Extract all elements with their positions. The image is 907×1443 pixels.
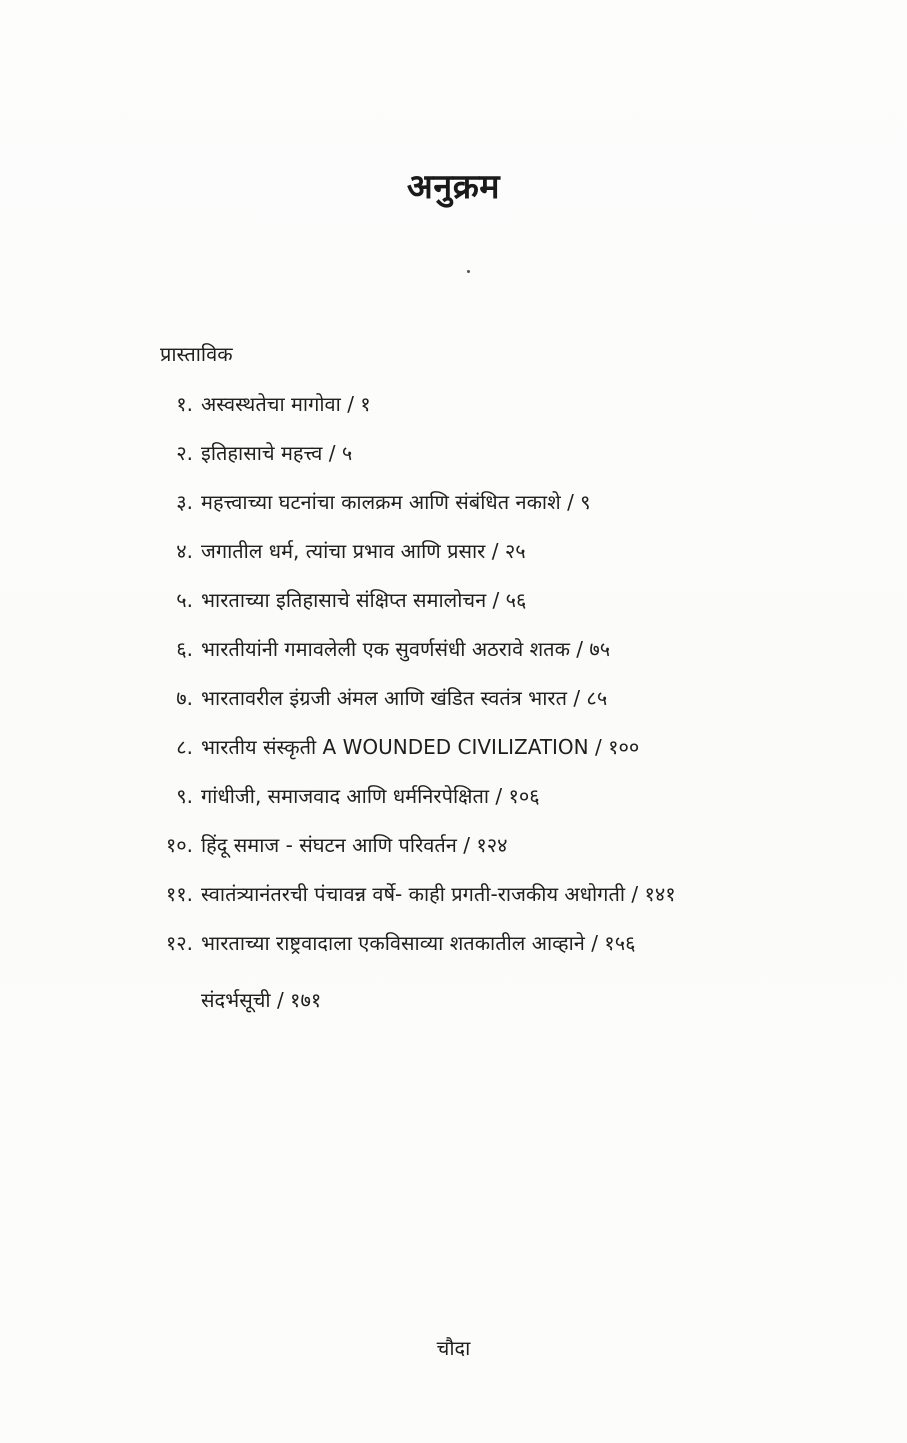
toc-entry-text: जगातील धर्म, त्यांचा प्रभाव आणि प्रसार / २५ xyxy=(201,539,526,563)
toc-entry-7 xyxy=(0,678,907,727)
toc-entry-2 xyxy=(0,433,907,482)
stray-dot xyxy=(467,270,470,273)
toc-entry-number: ९. xyxy=(176,784,193,808)
toc-entry-4 xyxy=(0,531,907,580)
toc-entry-text: हिंदू समाज - संघटन आणि परिवर्तन / १२४ xyxy=(201,833,508,857)
page-number: चौदा xyxy=(436,1336,471,1360)
toc-entry-number: ५. xyxy=(176,588,193,612)
toc-entry-text: स्वातंत्र्यानंतरची पंचावन्न वर्षे- काही प्रगती-राजकीय अधोगती / १४१ xyxy=(201,882,676,906)
toc-entry-number: ६. xyxy=(176,637,193,661)
references-entry: संदर्भसूची / १७१ xyxy=(201,988,322,1012)
toc-entry-text: भारतीय संस्कृती A WOUNDED CIVILIZATION / १०० xyxy=(201,735,640,759)
toc-entry-text: भारताच्या इतिहासाचे संक्षिप्त समालोचन / ५६ xyxy=(201,588,527,612)
toc-entry-text: महत्त्वाच्या घटनांचा कालक्रम आणि संबंधित नकाशे / ९ xyxy=(201,490,591,514)
toc-entry-text: अस्वस्थतेचा मागोवा / १ xyxy=(201,392,371,416)
toc-entry-text: भारताच्या राष्ट्रवादाला एकविसाव्या शतकातील आव्हाने / १५६ xyxy=(201,931,636,955)
toc-entry-10 xyxy=(0,825,907,874)
toc-entry-number: १२. xyxy=(165,931,193,955)
toc-entry-number: ८. xyxy=(176,735,193,759)
contents-title: अनुक्रम xyxy=(406,167,501,207)
toc-entry-12 xyxy=(0,923,907,972)
toc-entry-5 xyxy=(0,580,907,629)
toc-entry-9 xyxy=(0,776,907,825)
toc-entry-number: १०. xyxy=(165,833,193,857)
toc-entry-6 xyxy=(0,629,907,678)
toc-entry-text: इतिहासाचे महत्त्व / ५ xyxy=(201,441,353,465)
toc-entry-8 xyxy=(0,727,907,776)
toc-entry-number: २. xyxy=(176,441,193,465)
table-of-contents xyxy=(0,384,907,972)
toc-entry-number: १. xyxy=(176,392,193,416)
toc-entry-number: ३. xyxy=(176,490,193,514)
toc-entry-11 xyxy=(0,874,907,923)
toc-entry-text: गांधीजी, समाजवाद आणि धर्मनिरपेक्षिता / १०६ xyxy=(201,784,540,808)
toc-entry-1 xyxy=(0,384,907,433)
toc-entry-text: भारतीयांनी गमावलेली एक सुवर्णसंधी अठरावे शतक / ७५ xyxy=(201,637,611,661)
toc-entry-number: ४. xyxy=(176,539,193,563)
toc-entry-text: भारतावरील इंग्रजी अंमल आणि खंडित स्वतंत्र भारत / ८५ xyxy=(201,686,608,710)
toc-entry-number: ७. xyxy=(176,686,193,710)
toc-entry-3 xyxy=(0,482,907,531)
preface-entry: प्रास्ताविक xyxy=(160,342,233,366)
toc-entry-number: ११. xyxy=(165,882,193,906)
